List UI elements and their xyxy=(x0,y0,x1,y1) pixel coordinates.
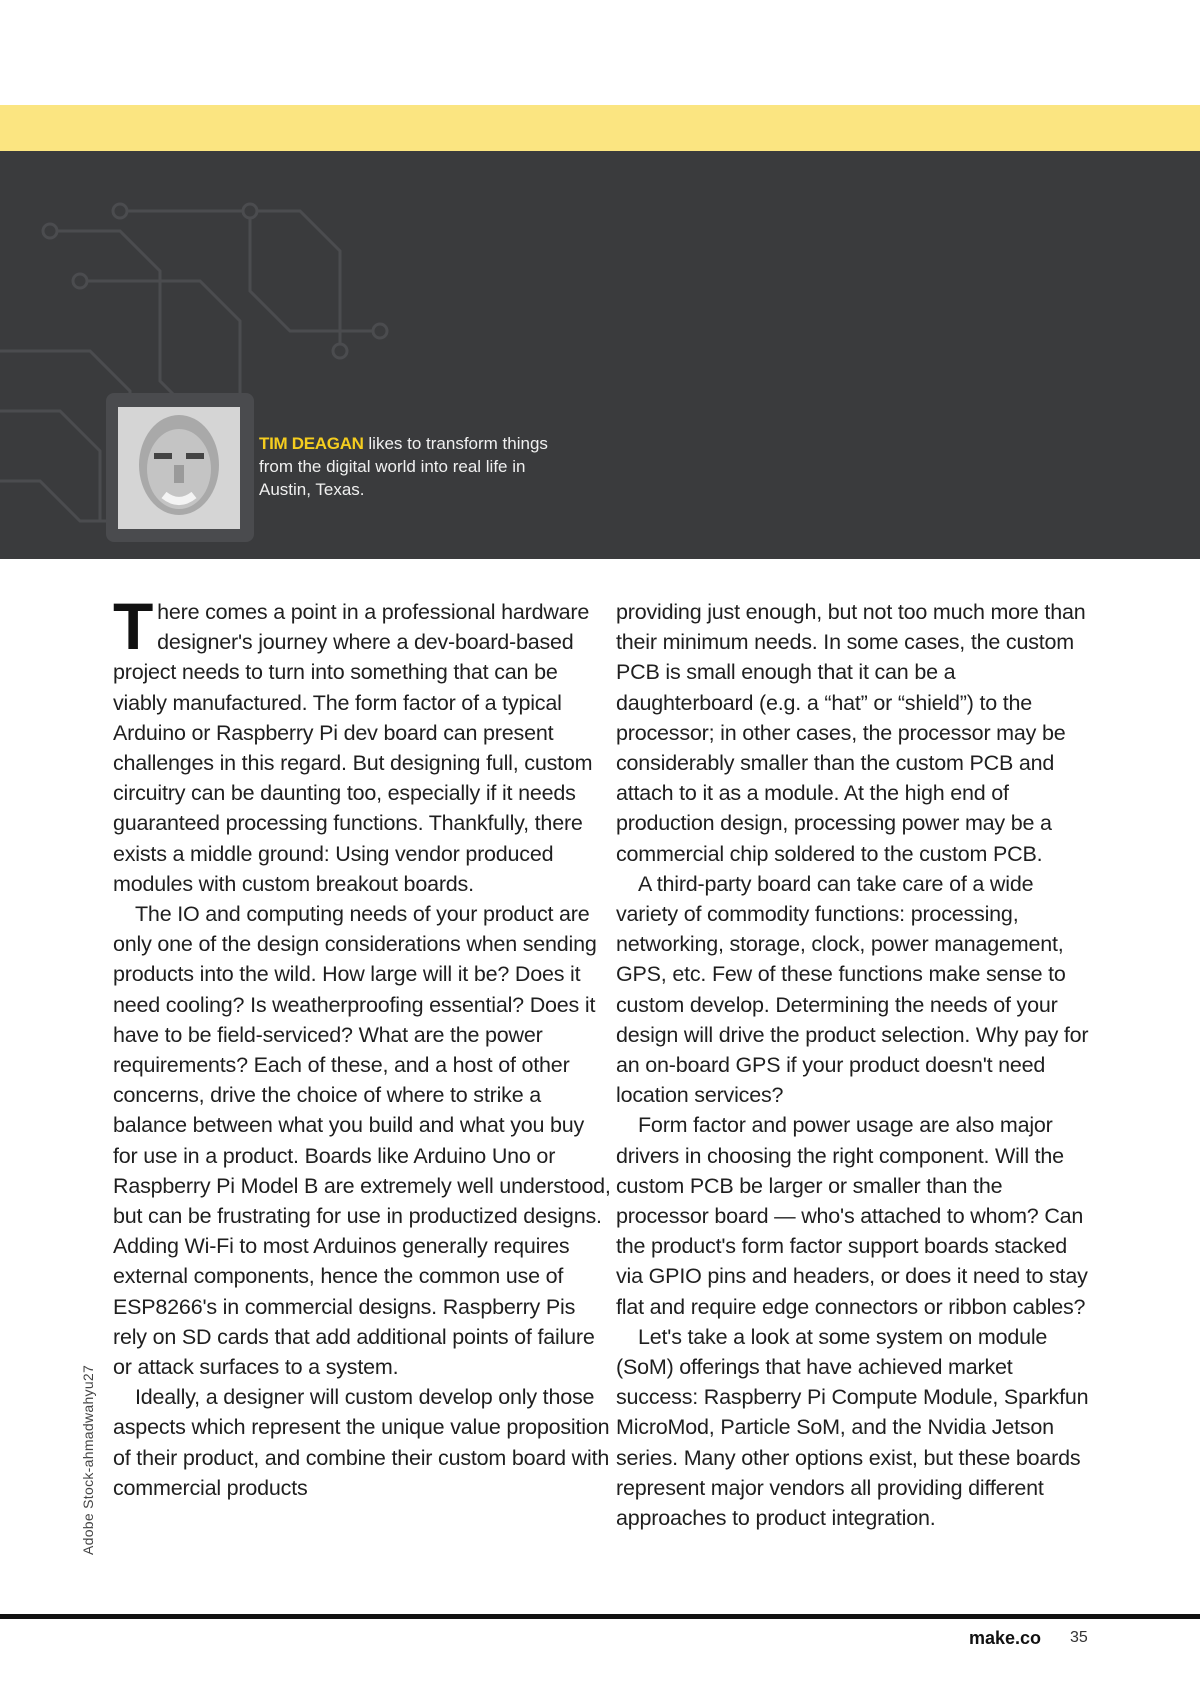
photo-credit: Adobe Stock-ahmadwahyu27 xyxy=(80,1364,96,1555)
author-bio-text: likes to transform things from the digital world into real life in Austin, Texas. xyxy=(259,434,548,499)
paragraph-text: here comes a point in a professional hardware designer's journey where a dev-board-based project needs to turn into something that can be viably manufactured. The form factor of a typical Arduino or Raspberry Pi dev board can present challenges in this regard. But designing full, custom circuitry can be daunting too, especially if it needs guaranteed processing functions. Thankfully, there exists a middle ground: Using vendor produced modules with custom breakout boards. xyxy=(113,600,593,896)
footer-site-link[interactable]: make.co xyxy=(969,1628,1042,1648)
paragraph: Let's take a look at some system on module (SoM) offerings that have achieved market success: Raspberry Pi Compute Module, Sparkfun MicroMod, Particle SoM, and the Nvidia Jetson series. Many other options exist, but these boards represent major vendors all providing different approaches to product integration. xyxy=(616,1324,1089,1531)
paragraph: Ideally, a designer will custom develop only those aspects which represent the unique value proposition of their product, and combine their custom board with commercial products xyxy=(113,1385,610,1500)
drop-cap: T xyxy=(113,589,154,663)
author-photo xyxy=(118,407,240,529)
paragraph xyxy=(113,589,613,899)
footer-rule xyxy=(0,1614,1200,1619)
article-column-right xyxy=(616,597,1096,1533)
paragraph: The IO and computing needs of your product are only one of the design considerations when sending products into the wild. How large will it be? Does it need cooling? Is weatherproofing essential? Does it have to be field-serviced? What are the power requirements? Each of these, and a host of other concerns, drive the choice of where to strike a balance between what you build and what you buy for use in a product. Boards like Arduino Uno or Raspberry Pi Model B are extremely well understood, but can be frustrating for use in productized designs. Adding Wi-Fi to most Arduinos generally requires external components, hence the common use of ESP8266's in commercial designs. Raspberry Pis rely on SD cards that add additional points of failure or attack surfaces to a system. xyxy=(113,902,611,1380)
header-yellow-band xyxy=(0,105,1200,151)
article-column-left xyxy=(113,589,613,1503)
paragraph: A third-party board can take care of a wide variety of commodity functions: processing, networking, storage, clock, power management, GPS, etc. Few of these functions make sense to custom develop. Determining the needs of your design will drive the product selection. Why pay for an on-board GPS if your product doesn't need location services? xyxy=(616,871,1089,1108)
author-photo-frame xyxy=(106,393,254,542)
author-name: TIM DEAGAN xyxy=(259,434,364,453)
paragraph: Form factor and power usage are also major drivers in choosing the right component. Will the custom PCB be larger or smaller than the processor board — who's attached to whom? Can the product's form factor support boards stacked via GPIO pins and headers, or does it need to stay flat and require edge connectors or ribbon cables? xyxy=(616,1113,1088,1319)
paragraph: providing just enough, but not too much more than their minimum needs. In some cases, the custom PCB is small enough that it can be a daughterboard (e.g. a “hat” or “shield”) to the processor; in other cases, the processor may be considerably smaller than the custom PCB and attach to it as a module. At the high end of production design, processing power may be a commercial chip soldered to the custom PCB. xyxy=(616,600,1086,866)
page-number: 35 xyxy=(1070,1629,1088,1646)
author-bio xyxy=(259,432,559,501)
